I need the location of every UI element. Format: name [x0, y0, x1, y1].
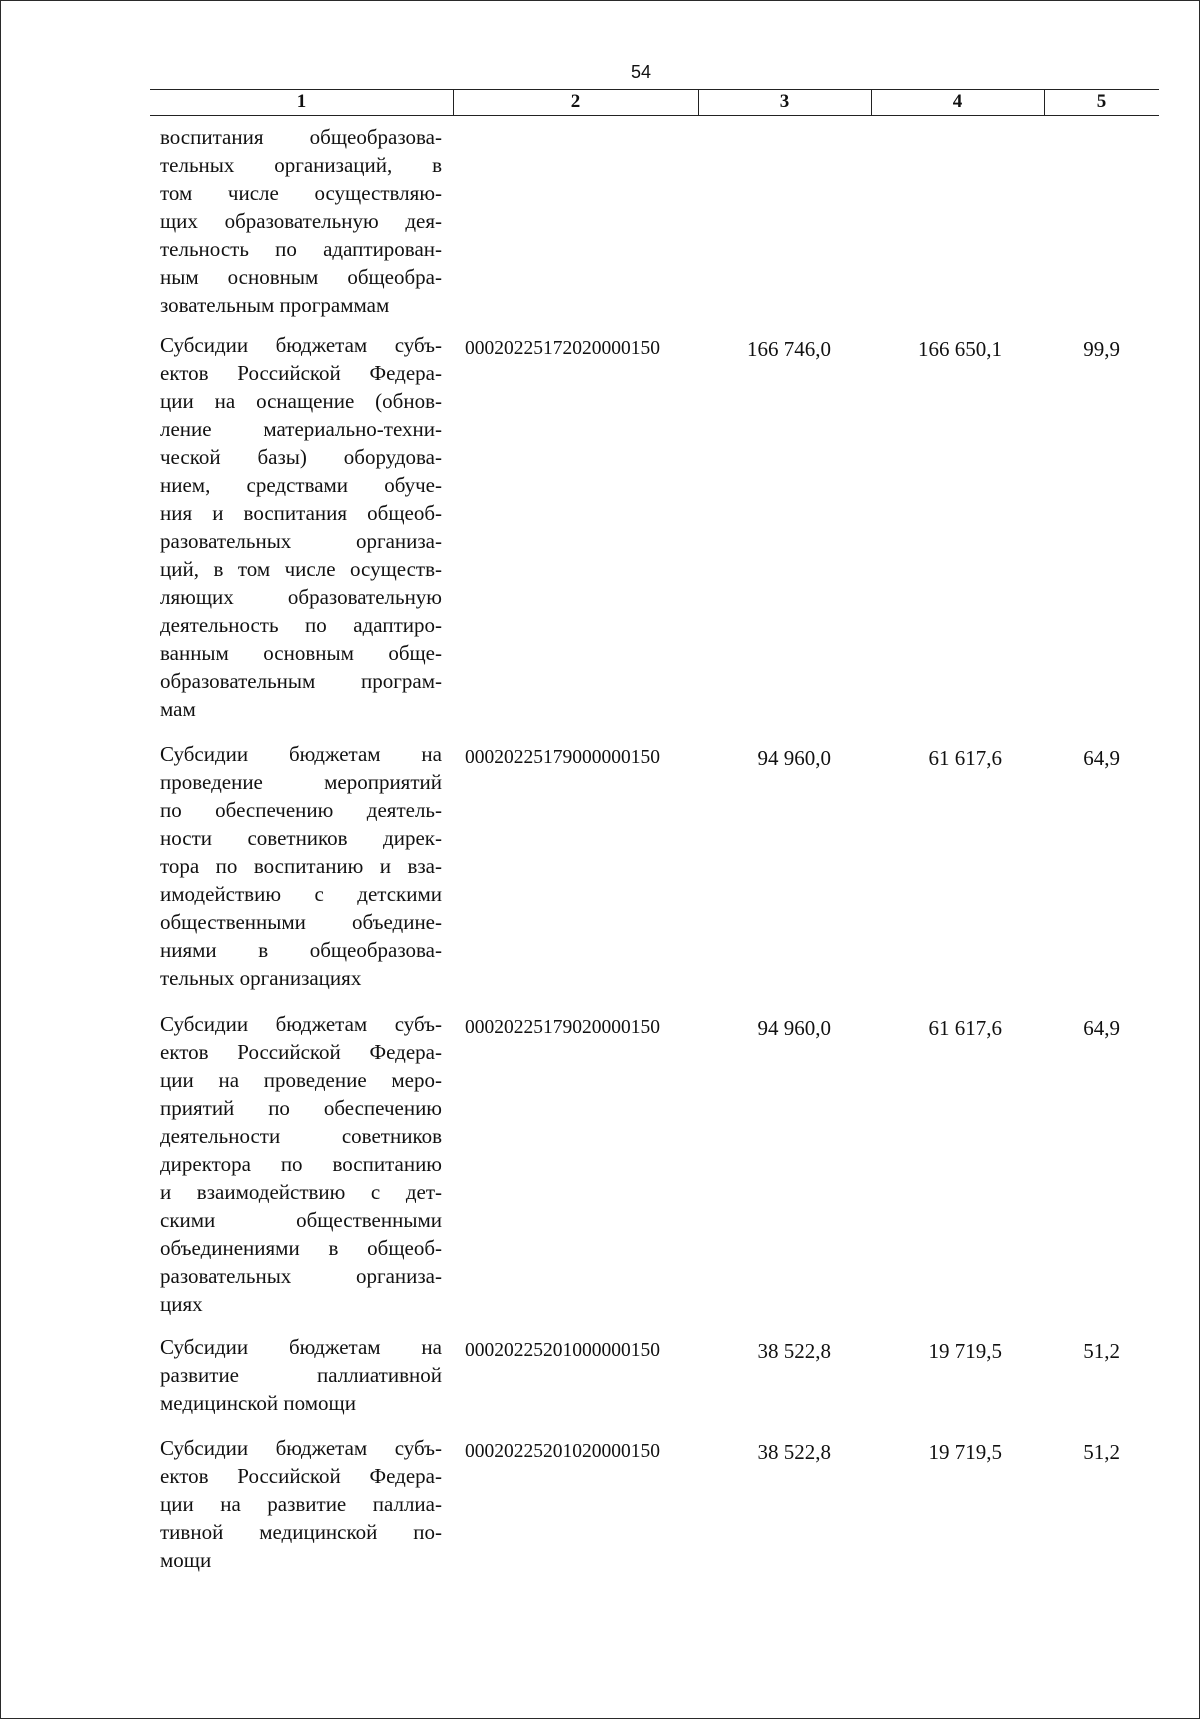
row-plan-value: 94 960,0 — [757, 746, 831, 770]
row-name-line: тора по воспитанию и вза- — [160, 854, 442, 878]
column-header-1: 1 — [296, 91, 307, 112]
row-name-line: ции на оснащение (обнов- — [160, 389, 442, 413]
row-name-line: Субсидии бюджетам субъ- — [160, 333, 442, 357]
row-code: 00020225179000000150 — [465, 747, 660, 768]
row-name-line: Субсидии бюджетам на — [160, 742, 442, 766]
row-name-line: ческой базы) оборудова- — [160, 445, 442, 469]
row-name-line: мам — [160, 697, 196, 721]
row-code: 00020225179020000150 — [465, 1017, 660, 1038]
page-number: 54 — [630, 62, 652, 82]
row-name-line: ектов Российской Федера- — [160, 1464, 442, 1488]
table-header — [150, 89, 1159, 116]
row-name-line: нием, средствами обуче- — [160, 473, 442, 497]
row-name — [160, 1434, 442, 1574]
row-fact-value: 61 617,6 — [928, 1016, 1002, 1040]
row-plan-value: 38 522,8 — [757, 1440, 831, 1464]
row-name-line: тельных организаций, в — [160, 153, 442, 177]
row-name-line: тельных организациях — [160, 966, 362, 990]
row-name-line: директора по воспитанию — [160, 1152, 442, 1176]
row-percent-value: 64,9 — [1083, 1016, 1120, 1040]
column-header-4: 4 — [952, 91, 963, 112]
row-name-line: разовательных организа- — [160, 529, 442, 553]
row-name-line: воспитания общеобразова- — [160, 125, 442, 149]
row-name-line: ванным основным обще- — [160, 641, 442, 665]
row-code: 00020225201000000150 — [465, 1340, 660, 1361]
row-name-line: объединениями в общеоб- — [160, 1236, 442, 1260]
row-name-line: ектов Российской Федера- — [160, 361, 442, 385]
row-name-line: имодействию с детскими — [160, 882, 442, 906]
row-name — [160, 740, 442, 992]
row-name-line: медицинской помощи — [160, 1391, 356, 1415]
row-name-line: циях — [160, 1292, 203, 1316]
row-name-line: Субсидии бюджетам субъ- — [160, 1012, 442, 1036]
column-header-5: 5 — [1096, 91, 1107, 112]
row-name-line: ции на развитие паллиа- — [160, 1492, 442, 1516]
row-name-line: ным основным общеобра- — [160, 265, 442, 289]
row-name-line: деятельности советников — [160, 1124, 442, 1148]
row-percent-value: 64,9 — [1083, 746, 1120, 770]
row-code: 00020225201020000150 — [465, 1441, 660, 1462]
row-percent-value: 51,2 — [1083, 1440, 1120, 1464]
row-name — [160, 1010, 442, 1318]
row-name-line: общественными объедине- — [160, 910, 442, 934]
row-name-line: приятий по обеспечению — [160, 1096, 442, 1120]
row-name-line: тельность по адаптирован- — [160, 237, 442, 261]
row-percent-value: 99,9 — [1083, 337, 1120, 361]
row-name-line: разовательных организа- — [160, 1264, 442, 1288]
column-header-2: 2 — [570, 91, 581, 112]
row-name-line: зовательным программам — [160, 293, 390, 317]
row-fact-value: 166 650,1 — [918, 337, 1002, 361]
row-name-line: щих образовательную дея- — [160, 209, 442, 233]
row-name — [160, 331, 442, 723]
row-name-line: развитие паллиативной — [160, 1363, 442, 1387]
row-plan-value: 38 522,8 — [757, 1339, 831, 1363]
row-name-line: ниями в общеобразова- — [160, 938, 442, 962]
row-name-line: ций, в том числе осуществ- — [160, 557, 442, 581]
row-percent-value: 51,2 — [1083, 1339, 1120, 1363]
row-fact-value: 61 617,6 — [928, 746, 1002, 770]
column-header-3: 3 — [779, 91, 790, 112]
row-name-line: и взаимодействию с дет- — [160, 1180, 442, 1204]
row-name-line: ление материально-техни- — [160, 417, 442, 441]
row-name-line: Субсидии бюджетам субъ- — [160, 1436, 442, 1460]
row-name-line: ектов Российской Федера- — [160, 1040, 442, 1064]
row-plan-value: 166 746,0 — [747, 337, 831, 361]
row-name-line: ности советников дирек- — [160, 826, 442, 850]
row-name-line: скими общественными — [160, 1208, 442, 1232]
row-name-line: образовательным програм- — [160, 669, 442, 693]
row-fact-value: 19 719,5 — [928, 1440, 1002, 1464]
row-name-line: ния и воспитания общеоб- — [160, 501, 442, 525]
row-code: 00020225172020000150 — [465, 338, 660, 359]
row-name-line: ляющих образовательную — [160, 585, 442, 609]
row-fact-value: 19 719,5 — [928, 1339, 1002, 1363]
row-name — [160, 123, 442, 319]
row-name-line: по обеспечению деятель- — [160, 798, 442, 822]
row-name-line: Субсидии бюджетам на — [160, 1335, 442, 1359]
row-name-line: ции на проведение меро- — [160, 1068, 442, 1092]
row-name-line: проведение мероприятий — [160, 770, 442, 794]
row-name-line: мощи — [160, 1548, 212, 1572]
row-name — [160, 1333, 442, 1417]
row-name-line: том числе осуществляю- — [160, 181, 442, 205]
row-plan-value: 94 960,0 — [757, 1016, 831, 1040]
row-name-line: деятельность по адаптиро- — [160, 613, 442, 637]
row-name-line: тивной медицинской по- — [160, 1520, 442, 1544]
